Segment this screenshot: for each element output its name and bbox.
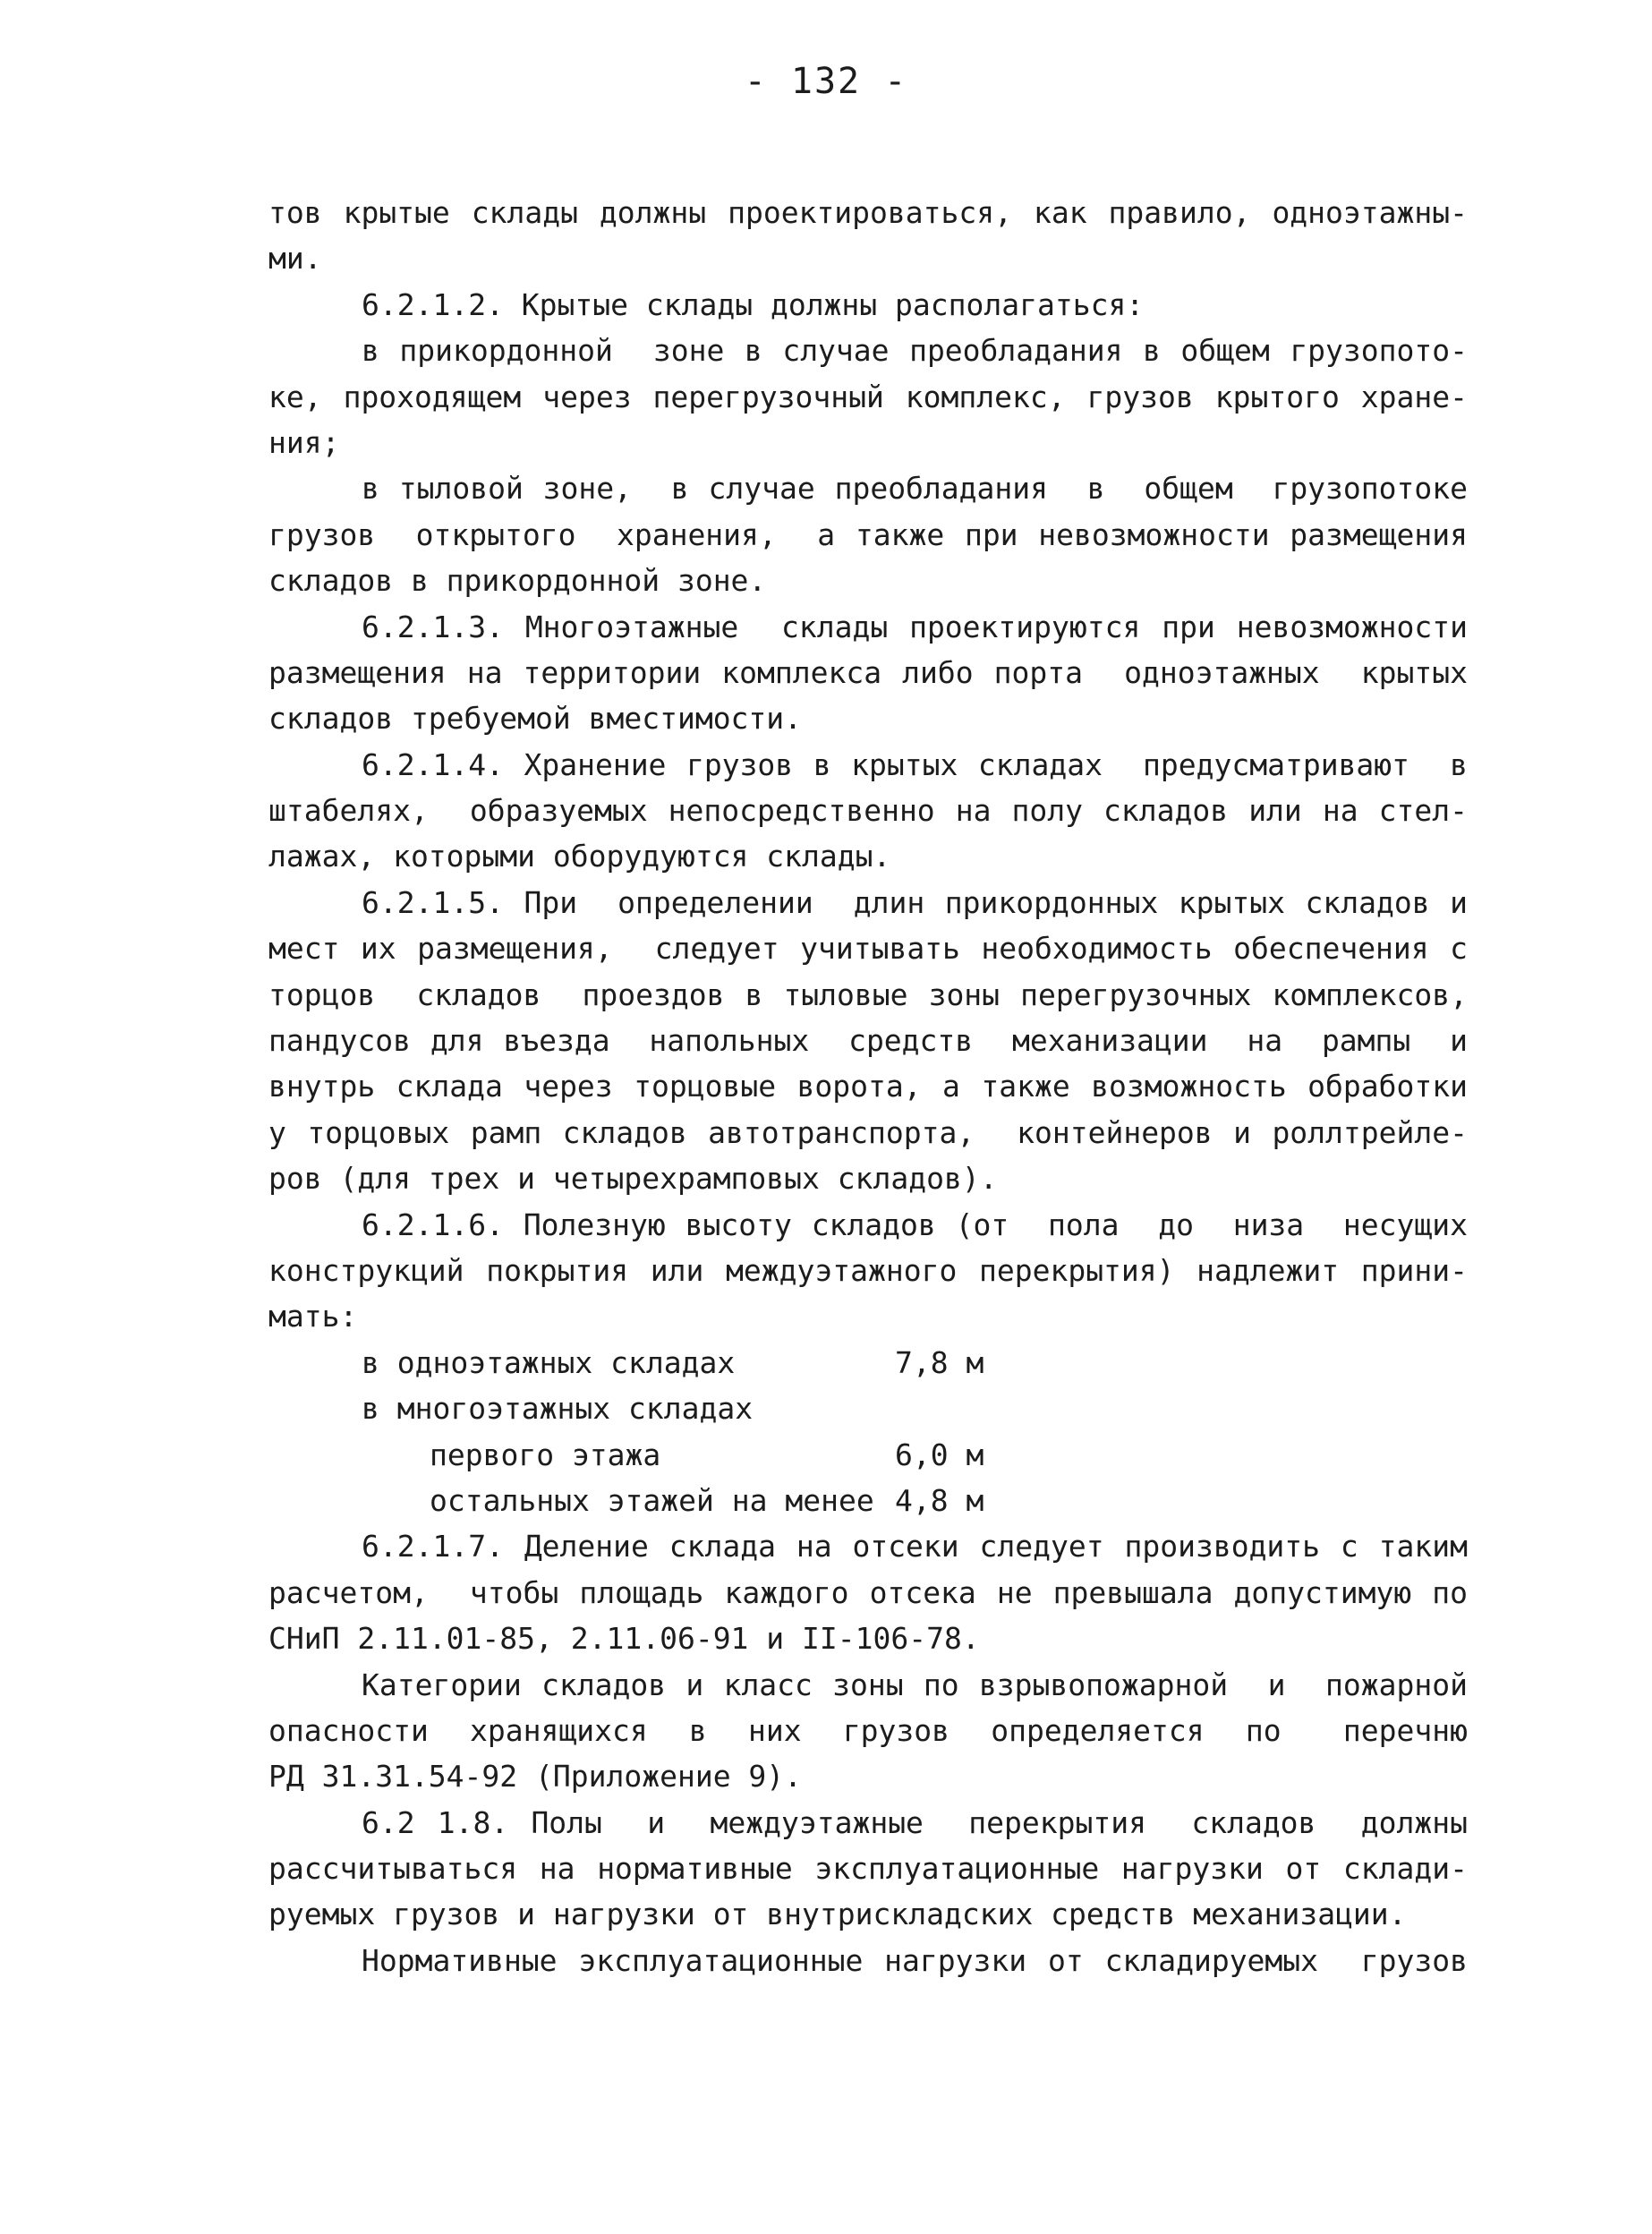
text-line: СНиП 2.11.01-85, 2.11.06-91 и II-106-78. bbox=[268, 1621, 980, 1657]
table-row bbox=[268, 1340, 1468, 1386]
body-text bbox=[268, 190, 1468, 1983]
table-row bbox=[268, 1478, 1468, 1523]
height-value bbox=[895, 1386, 1074, 1431]
text-line: 6.2.1.6. Полезную высоту складов (от пола до низа несущих bbox=[362, 1207, 1468, 1242]
text-line: ров (для трех и четырехрамповых складов). bbox=[268, 1161, 998, 1197]
text-line: 6.2.1.5. При определении длин прикордонных крытых складов и bbox=[362, 884, 1468, 920]
paragraphs-section-2 bbox=[268, 1523, 1468, 1983]
heights-table bbox=[268, 1340, 1468, 1524]
text-line: мать: bbox=[268, 1299, 358, 1334]
text-line: торцов складов проездов в тыловые зоны перегрузочных комплексов, bbox=[268, 976, 1468, 1012]
height-value: 6,0 м bbox=[895, 1437, 984, 1472]
text-line: в тыловой зоне, в случае преобладания в общем грузопотоке bbox=[362, 471, 1468, 507]
height-label: в многоэтажных складах bbox=[362, 1391, 754, 1427]
text-line: складов требуемой вместимости. bbox=[268, 701, 803, 737]
text-line: опасности хранящихся в них грузов определяется по перечню bbox=[268, 1712, 1468, 1748]
text-line: 6.2 1.8. Полы и междуэтажные перекрытия складов должны bbox=[362, 1804, 1468, 1840]
text-line: Нормативные эксплуатационные нагрузки от складируемых грузов bbox=[362, 1942, 1468, 1978]
text-line: внутрь склада через торцовые ворота, а также возможность обработки bbox=[268, 1069, 1468, 1104]
text-line: рассчитываться на нормативные эксплуатационные нагрузки от склади- bbox=[268, 1851, 1468, 1887]
height-label: остальных этажей на менее bbox=[430, 1482, 874, 1518]
text-line: 6.2.1.3. Многоэтажные склады проектируются при невозможности bbox=[362, 609, 1468, 644]
text-line: руемых грузов и нагрузки от внутрискладских средств механизации. bbox=[268, 1897, 1407, 1932]
text-line: ке, проходящем через перегрузочный комплекс, грузов крытого хране- bbox=[268, 379, 1468, 414]
text-line: складов в прикордонной зоне. bbox=[268, 563, 767, 599]
text-line: Категории складов и класс зоны по взрывопожарной и пожарной bbox=[362, 1667, 1468, 1702]
text-line: размещения на территории комплекса либо порта одноэтажных крытых bbox=[268, 654, 1468, 690]
text-line: РД 31.31.54-92 (Приложение 9). bbox=[268, 1759, 803, 1795]
text-line: 6.2.1.7. Деление склада на отсеки следует производить с таким bbox=[362, 1529, 1468, 1565]
text-line: грузов открытого хранения, а также при невозможности размещения bbox=[268, 516, 1468, 552]
text-line: 6.2.1.2. Крытые склады должны располагаться: bbox=[362, 286, 1145, 322]
text-line: у торцовых рамп складов автотранспорта, контейнеров и роллтрейле- bbox=[268, 1114, 1468, 1150]
height-label: первого этажа bbox=[430, 1437, 661, 1472]
text-line: конструкций покрытия или междуэтажного перекрытия) надлежит прини- bbox=[268, 1252, 1468, 1288]
text-line: штабелях, образуемых непосредственно на полу складов или на стел- bbox=[268, 793, 1468, 829]
text-line: пандусов для въезда напольных средств механизации на рампы и bbox=[268, 1023, 1468, 1059]
text-line: лажах, которыми оборудуются склады. bbox=[268, 839, 891, 874]
text-line: в прикордонной зоне в случае преобладания в общем грузопото- bbox=[362, 333, 1468, 369]
height-label: в одноэтажных складах bbox=[362, 1344, 736, 1380]
table-row bbox=[268, 1386, 1468, 1431]
paragraphs-section-1 bbox=[268, 190, 1468, 1340]
height-value: 4,8 м bbox=[895, 1482, 984, 1518]
text-line: 6.2.1.4. Хранение грузов в крытых складах предусматривают в bbox=[362, 746, 1468, 782]
text-line: ния; bbox=[268, 424, 340, 460]
height-value: 7,8 м bbox=[895, 1344, 984, 1380]
text-line: расчетом, чтобы площадь каждого отсека не превышала допустимую по bbox=[268, 1574, 1468, 1610]
text-line: мест их размещения, следует учитывать необходимость обеспечения с bbox=[268, 931, 1468, 967]
text-line: тов крытые склады должны проектироваться, как правило, одноэтажны- bbox=[268, 195, 1468, 230]
text-line: ми. bbox=[268, 241, 322, 277]
table-row bbox=[268, 1432, 1468, 1478]
page-number: - 132 - bbox=[744, 61, 908, 102]
